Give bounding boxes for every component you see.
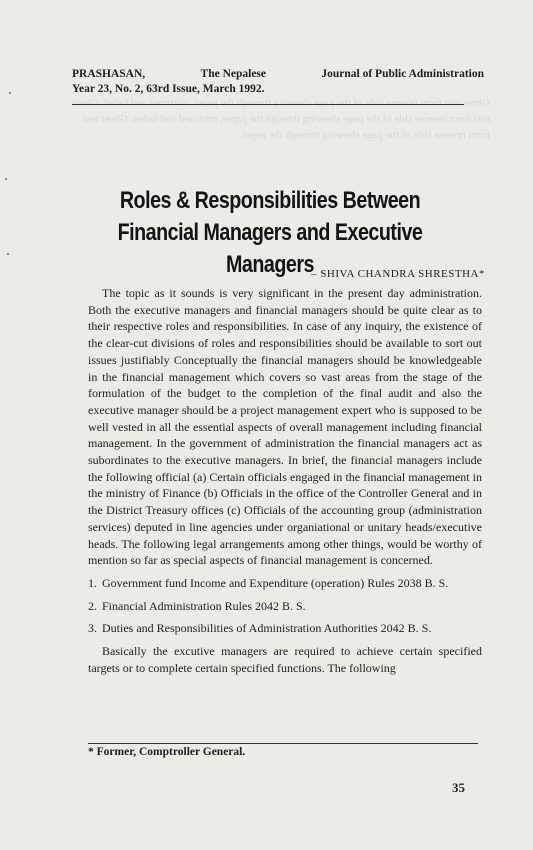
list-item — [88, 598, 482, 615]
intro-paragraph: The topic as it sounds is very significant in the present day administration. Both the executive managers and financial managers should be quite clear as to their respective roles and responsibilities. In case of any inquiry, the existence of the clear-cut divisions of roles and responsibilities should be available to sort out issues justifiably Conceptually the financial managers should be knowledgeable in the financial management which covers so vast areas from the stage of the formulation of the budget to the completion of the final audit and also the executive manager should be a project management expert who is supposed to be well vested in all the essential aspects of overall management including financial management. In the government of administration the financial managers act as subordinates to the executive managers. In brief, the financial managers include the following official (a) Certain officials engaged in the financial management in the ministry of Finance (b) Officials in the office of the Controller General and in the District Treasury offices (c) Officials of the accounting group (administration services) deputed in line agencies under organiational or unitary heads/executive heads. The following legal arrangements among other things, would be worthy of mention so far as special aspects of financial management is concerned. — [88, 286, 482, 568]
list-item-text: Financial Administration Rules 2042 B. S. — [102, 598, 306, 613]
journal-subtitle-rest: Journal of Public Administration — [321, 68, 484, 80]
legal-arrangements-list — [88, 575, 482, 637]
journal-subtitle: The Nepalese — [200, 68, 267, 80]
article-title: Roles & Responsibilities Between Financial Managers and Executive Managers — [117, 187, 423, 278]
header-rule — [72, 104, 464, 105]
list-item-number: 1. — [88, 575, 97, 590]
list-item-text: Duties and Responsibilities of Administration Authorities 2042 B. S. — [102, 621, 432, 636]
journal-name: PRASHASAN, — [72, 68, 146, 80]
article-body — [88, 285, 482, 676]
continuation-paragraph: Basically the excutive managers are required to achieve certain specified targets or to complete certain specified functions. The following — [88, 644, 482, 675]
scan-speck — [7, 253, 9, 255]
scan-speck — [5, 178, 7, 180]
issue-info: Year 23, No. 2, 63rd Issue, March 1992. — [72, 83, 265, 95]
article-author: – SHIVA CHANDRA SHRESTHA* — [311, 268, 485, 280]
page-number: 35 — [452, 780, 465, 795]
list-item-number: 2. — [88, 598, 97, 613]
list-item-text: Government fund Income and Expenditure (operation) Rules 2038 B. S. — [102, 575, 449, 590]
journal-header — [72, 67, 484, 97]
scan-speck — [9, 92, 11, 94]
bleed-through-text: Ghost text from reverse side of the page showing through the paper, mirrored and faded. Ghost text from reverse side of the page showing through the paper, mirrored and faded. Ghost text from reverse side of the page showing through the paper. — [72, 97, 490, 141]
list-item-number: 3. — [88, 621, 97, 636]
list-item — [88, 620, 482, 637]
footnote-rule — [88, 743, 478, 744]
list-item — [88, 575, 482, 592]
footnote: * Former, Comptroller General. — [88, 746, 246, 758]
